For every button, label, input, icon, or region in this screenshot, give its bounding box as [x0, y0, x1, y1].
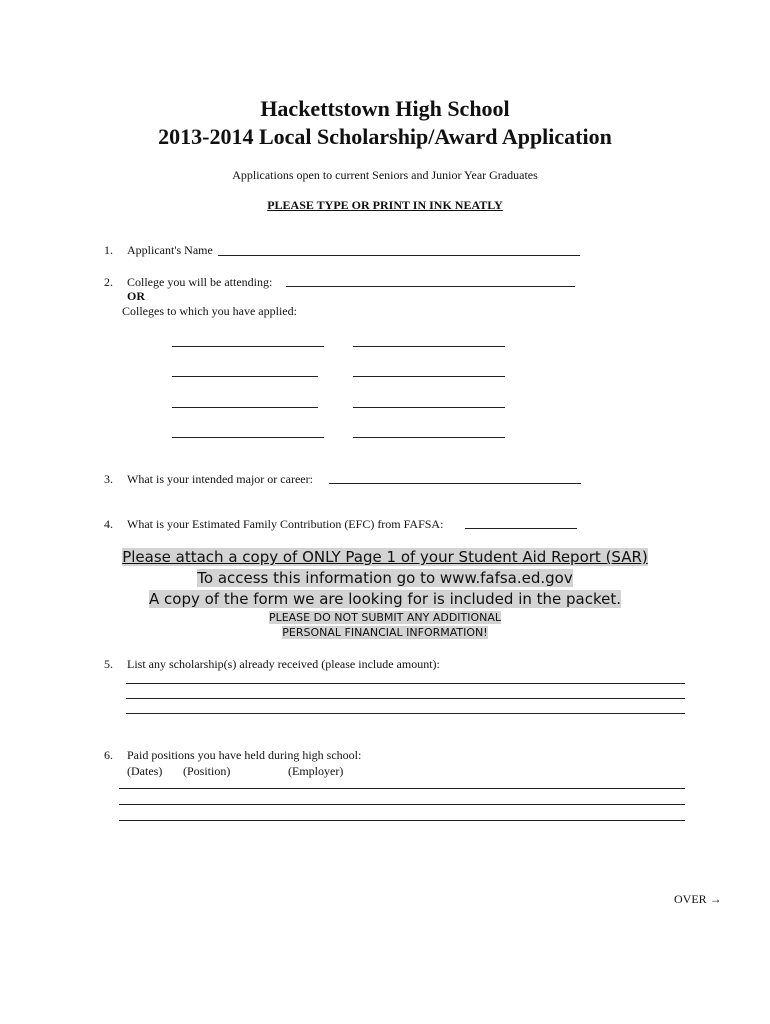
scholarship-field-2[interactable] [126, 698, 685, 699]
instruction: PLEASE TYPE OR PRINT IN INK NEATLY [267, 198, 503, 212]
q6-number: 6. [104, 748, 113, 762]
sar-notice-line4: PLEASE DO NOT SUBMIT ANY ADDITIONAL [268, 611, 502, 624]
q2-or: OR [127, 289, 145, 303]
college-field-8[interactable] [353, 437, 505, 438]
q6-label: Paid positions you have held during high school: [127, 748, 362, 762]
sar-notice-line1: Please attach a copy of ONLY Page 1 of your Student Aid Report (SAR) [122, 548, 648, 566]
q6-col-employer: (Employer) [288, 764, 344, 778]
scholarship-field-1[interactable] [126, 683, 685, 684]
college-field-4[interactable] [353, 376, 505, 377]
sar-notice-line2: To access this information go to www.fafsa.ed.gov [197, 569, 573, 587]
employment-field-3[interactable] [119, 820, 685, 821]
q4-number: 4. [104, 517, 113, 531]
sar-notice-line5: PERSONAL FINANCIAL INFORMATION! [282, 626, 488, 639]
q5-label: List any scholarship(s) already received (please include amount): [127, 657, 440, 671]
q6-col-dates: (Dates) [127, 764, 163, 778]
employment-field-1[interactable] [119, 788, 685, 789]
efc-field[interactable] [465, 528, 577, 529]
q1-number: 1. [104, 243, 113, 257]
scholarship-field-3[interactable] [126, 713, 685, 714]
subtitle: Applications open to current Seniors and Junior Year Graduates [232, 168, 538, 182]
college-field-6[interactable] [353, 407, 505, 408]
employment-field-2[interactable] [119, 804, 685, 805]
college-field-7[interactable] [172, 437, 324, 438]
q2-number: 2. [104, 275, 113, 289]
q2-label: College you will be attending: [127, 275, 273, 289]
q4-label: What is your Estimated Family Contribution (EFC) from FAFSA: [127, 517, 444, 531]
college-field-5[interactable] [172, 407, 318, 408]
over-indicator: OVER → [674, 892, 722, 906]
college-field-2[interactable] [353, 346, 505, 347]
college-field-1[interactable] [172, 346, 324, 347]
q2-sub-label: Colleges to which you have applied: [122, 304, 297, 318]
q1-label: Applicant's Name [127, 243, 213, 257]
school-name: Hackettstown High School [260, 96, 510, 121]
q5-number: 5. [104, 657, 113, 671]
sar-notice-line3: A copy of the form we are looking for is included in the packet. [148, 590, 622, 608]
college-attending-field[interactable] [286, 286, 575, 287]
q3-label: What is your intended major or career: [127, 472, 313, 486]
applicant-name-field[interactable] [218, 255, 580, 256]
college-field-3[interactable] [172, 376, 318, 377]
form-title: 2013-2014 Local Scholarship/Award Application [158, 124, 612, 149]
major-career-field[interactable] [329, 483, 581, 484]
q3-number: 3. [104, 472, 113, 486]
q6-col-position: (Position) [183, 764, 231, 778]
